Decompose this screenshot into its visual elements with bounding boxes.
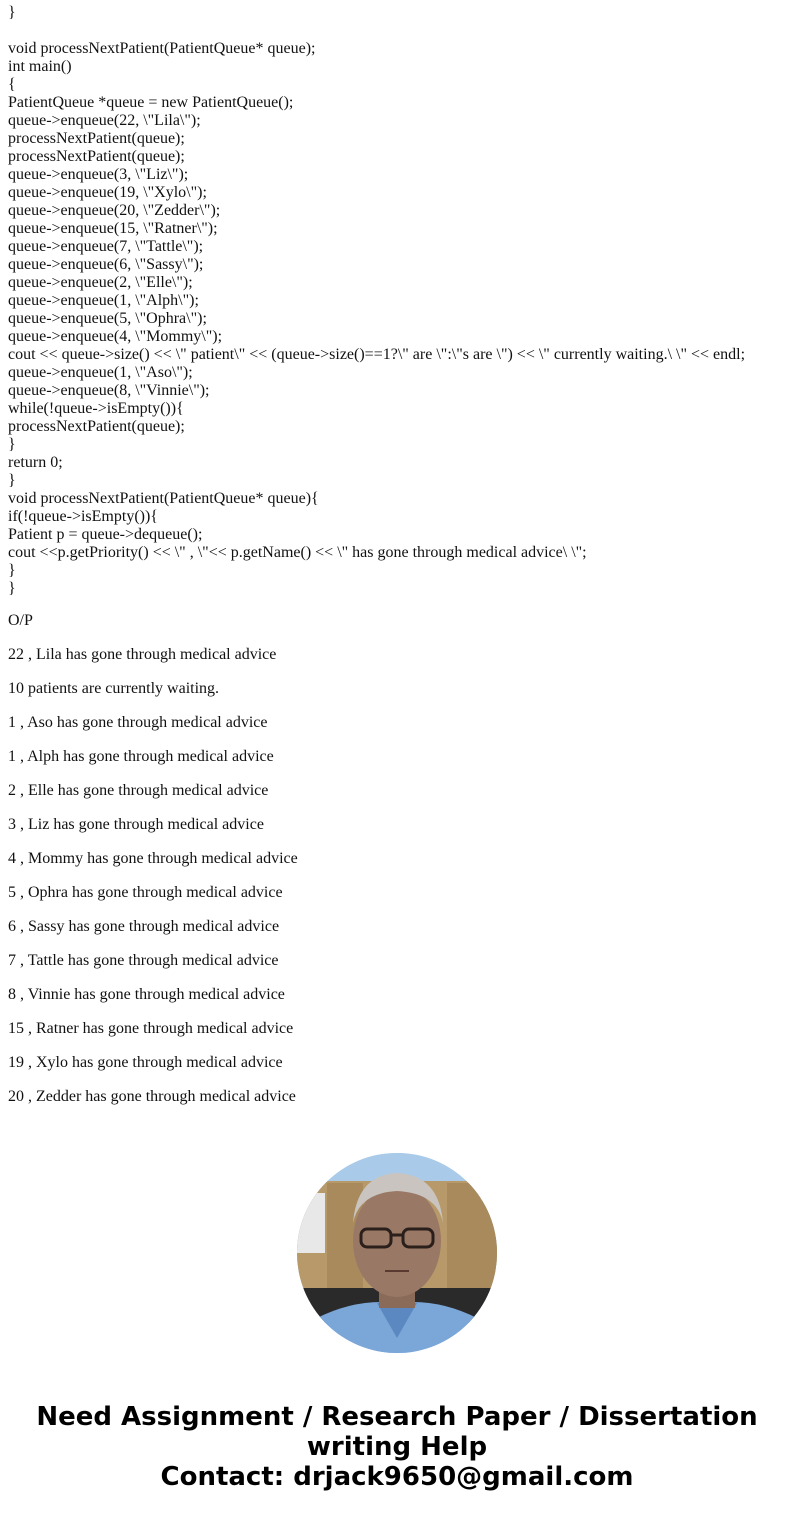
output-line: 1 , Aso has gone through medical advice: [8, 714, 268, 731]
code-line: processNextPatient(queue);: [8, 130, 185, 147]
output-line: 7 , Tattle has gone through medical advice: [8, 952, 279, 969]
output-line: 8 , Vinnie has gone through medical advice: [8, 986, 285, 1003]
promo-subheadline: writing Help: [306, 1432, 488, 1462]
code-line: queue->enqueue(4, \"Mommy\");: [8, 328, 223, 345]
code-line: cout << queue->size() << \" patient\" << (queue->size()==1?\" are \":\"s are \") << \" currently waiting.\ \" << endl;: [8, 346, 746, 363]
output-line: 4 , Mommy has gone through medical advice: [8, 850, 298, 867]
code-line: queue->enqueue(8, \"Vinnie\");: [8, 382, 210, 399]
output-line: 15 , Ratner has gone through medical advice: [8, 1020, 294, 1037]
code-line: queue->enqueue(6, \"Sassy\");: [8, 256, 204, 273]
output-line: 2 , Elle has gone through medical advice: [8, 782, 269, 799]
output-line: 10 patients are currently waiting.: [8, 680, 220, 697]
code-line: void processNextPatient(PatientQueue* queue);: [8, 40, 316, 57]
code-line: {: [8, 76, 16, 93]
person-photo-icon: [297, 1153, 497, 1353]
code-listing: [8, 4, 745, 598]
code-line: }: [8, 472, 16, 489]
code-line: }: [8, 562, 16, 579]
output-line: 22 , Lila has gone through medical advice: [8, 646, 277, 663]
code-line: queue->enqueue(22, \"Lila\");: [8, 112, 201, 129]
code-line: while(!queue->isEmpty()){: [8, 400, 184, 417]
code-line: queue->enqueue(7, \"Tattle\");: [8, 238, 204, 255]
program-output: [8, 612, 298, 1122]
code-line: queue->enqueue(5, \"Ophra\");: [8, 310, 207, 327]
code-line: queue->enqueue(2, \"Elle\");: [8, 274, 193, 291]
code-line: cout <<p.getPriority() << \" , \"<< p.getName() << \" has gone through medical advice\ \";: [8, 544, 587, 561]
output-line: 5 , Ophra has gone through medical advice: [8, 884, 283, 901]
code-line: return 0;: [8, 454, 63, 471]
code-line: void processNextPatient(PatientQueue* queue){: [8, 490, 319, 507]
code-line: queue->enqueue(3, \"Liz\");: [8, 166, 189, 183]
output-line: 19 , Xylo has gone through medical advice: [8, 1054, 283, 1071]
author-avatar: [297, 1153, 497, 1353]
code-line: queue->enqueue(1, \"Alph\");: [8, 292, 199, 309]
code-line: processNextPatient(queue);: [8, 148, 185, 165]
output-lines: [8, 646, 298, 1122]
promo-banner: [0, 1402, 794, 1492]
code-line: Patient p = queue->dequeue();: [8, 526, 203, 543]
code-line: if(!queue->isEmpty()){: [8, 508, 158, 525]
code-line: }: [8, 580, 16, 597]
code-line: processNextPatient(queue);: [8, 418, 185, 435]
code-line: queue->enqueue(20, \"Zedder\");: [8, 202, 221, 219]
code-line: queue->enqueue(15, \"Ratner\");: [8, 220, 218, 237]
output-line: 1 , Alph has gone through medical advice: [8, 748, 274, 765]
output-line: 6 , Sassy has gone through medical advice: [8, 918, 280, 935]
code-line: int main(): [8, 58, 72, 75]
promo-headline: Need Assignment / Research Paper / Dissertation: [36, 1402, 758, 1432]
promo-contact: Contact: drjack9650@gmail.com: [160, 1462, 634, 1492]
code-line: queue->enqueue(1, \"Aso\");: [8, 364, 193, 381]
output-line: 3 , Liz has gone through medical advice: [8, 816, 264, 833]
code-line: [8, 22, 745, 40]
output-line: 20 , Zedder has gone through medical advice: [8, 1088, 296, 1105]
code-line: queue->enqueue(19, \"Xylo\");: [8, 184, 207, 201]
code-line: PatientQueue *queue = new PatientQueue();: [8, 94, 294, 111]
output-heading: O/P: [8, 612, 33, 629]
code-line: }: [8, 4, 16, 21]
code-line: }: [8, 436, 16, 453]
